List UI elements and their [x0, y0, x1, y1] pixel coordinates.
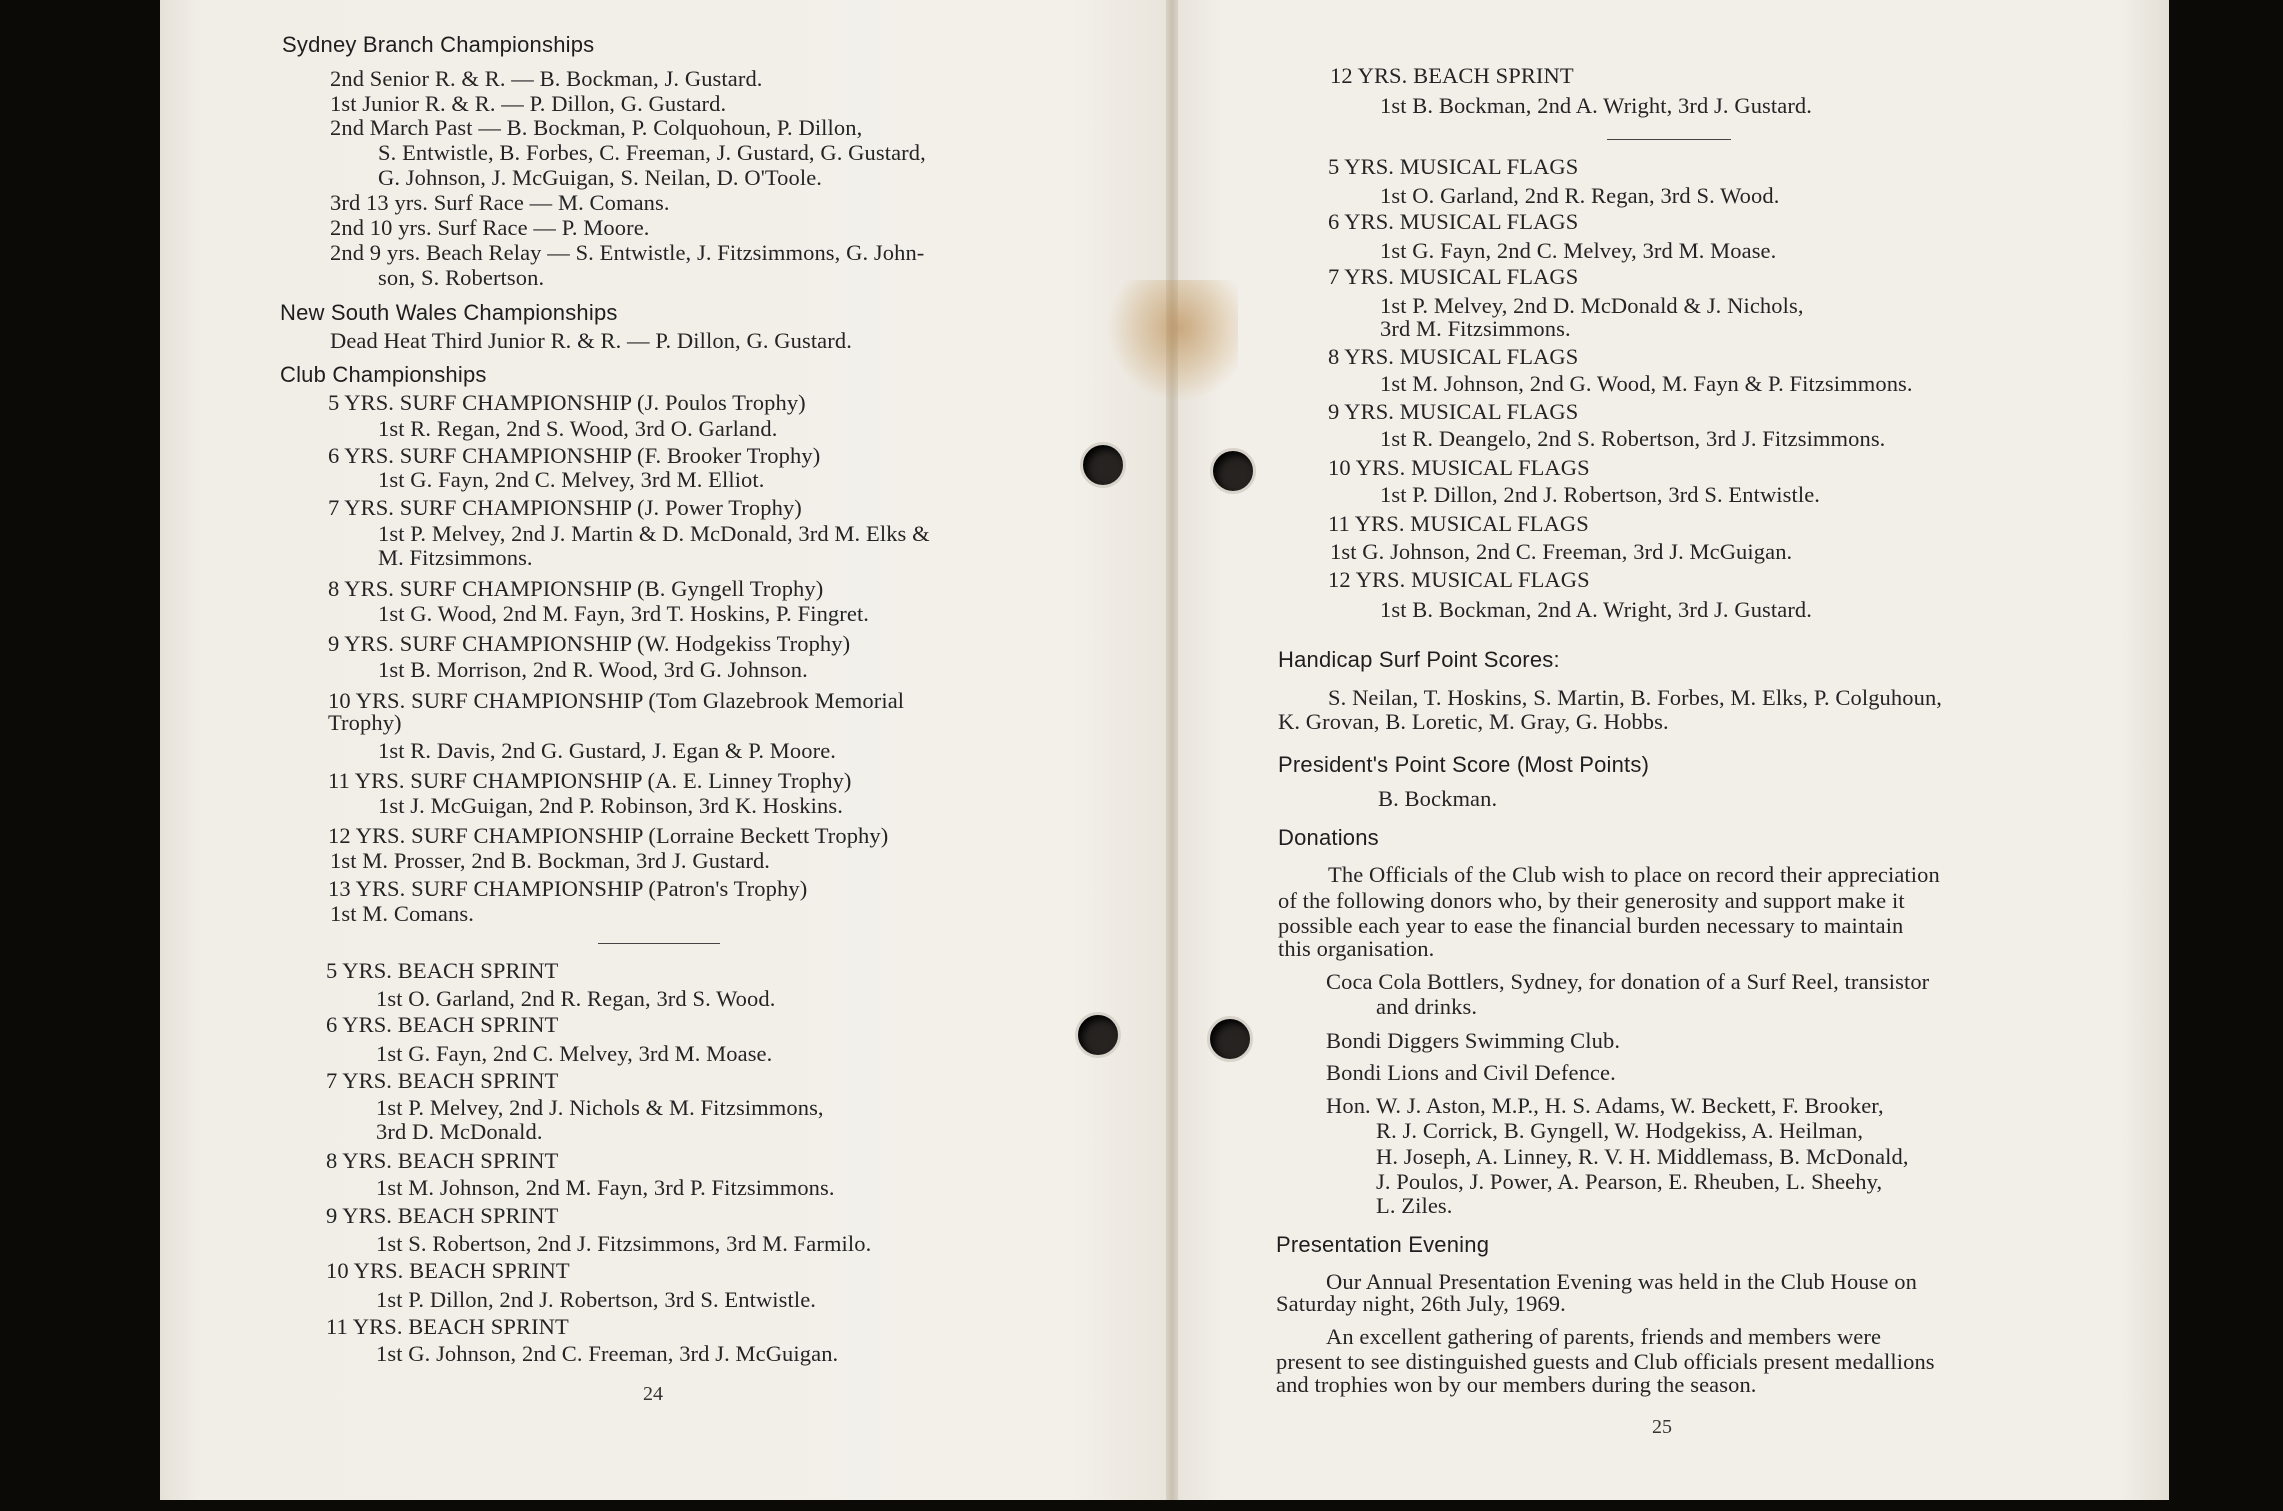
text-line: M. Fitzsimmons.: [378, 545, 533, 570]
text-line: 1st J. McGuigan, 2nd P. Robinson, 3rd K. Hoskins.: [378, 793, 843, 818]
heading-sydney-branch: Sydney Branch Championships: [282, 32, 595, 57]
section-divider: [1607, 139, 1731, 140]
text-line: K. Grovan, B. Loretic, M. Gray, G. Hobbs.: [1278, 709, 1669, 734]
text-line: 1st P. Dillon, 2nd J. Robertson, 3rd S. Entwistle.: [376, 1287, 817, 1312]
text-line: 12 YRS. BEACH SPRINT: [1330, 63, 1574, 88]
text-line: 5 YRS. SURF CHAMPIONSHIP (J. Poulos Trophy): [328, 390, 806, 415]
text-line: present to see distinguished guests and Club officials present medallions: [1276, 1349, 1935, 1374]
heading-president-score: [1278, 754, 1649, 776]
text-line: G. Johnson, J. McGuigan, S. Neilan, D. O'Toole.: [378, 165, 823, 190]
heading-club-championships: Club Championships: [280, 362, 487, 387]
text-line: 6 YRS. SURF CHAMPIONSHIP (F. Brooker Trophy): [328, 443, 821, 468]
text-line: 10 YRS. BEACH SPRINT: [326, 1258, 570, 1283]
text-line: 8 YRS. BEACH SPRINT: [326, 1148, 559, 1173]
text-line: 1st G. Fayn, 2nd C. Melvey, 3rd M. Elliot.: [378, 467, 765, 492]
heading-presentation-evening: Presentation Evening: [1276, 1232, 1490, 1257]
text-line: 1st O. Garland, 2nd R. Regan, 3rd S. Wood.: [376, 986, 776, 1011]
text-line: 1st P. Melvey, 2nd J. Martin & D. McDonald, 3rd M. Elks &: [378, 521, 930, 546]
text-line: son, S. Robertson.: [378, 265, 545, 290]
text-line: 5 YRS. BEACH SPRINT: [326, 958, 559, 983]
rust-stain: [1108, 280, 1238, 400]
text-line: 1st B. Bockman, 2nd A. Wright, 3rd J. Gustard.: [1380, 93, 1813, 118]
text-line: 1st M. Prosser, 2nd B. Bockman, 3rd J. Gustard.: [330, 848, 771, 873]
text-line: 1st S. Robertson, 2nd J. Fitzsimmons, 3rd M. Farmilo.: [376, 1231, 872, 1256]
page-number: 24: [643, 1383, 663, 1405]
punch-hole-icon: [1207, 1016, 1253, 1062]
text-line: 12 YRS. SURF CHAMPIONSHIP (Lorraine Beckett Trophy): [328, 823, 889, 848]
text-line: 11 YRS. SURF CHAMPIONSHIP (A. E. Linney Trophy): [328, 768, 852, 793]
text-line: and trophies won by our members during the season.: [1276, 1372, 1757, 1397]
text-line: 3rd D. McDonald.: [376, 1119, 543, 1144]
text-line: Saturday night, 26th July, 1969.: [1276, 1291, 1566, 1316]
text-line: 2nd 9 yrs. Beach Relay — S. Entwistle, J. Fitzsimmons, G. John-: [330, 240, 925, 265]
text-line: Coca Cola Bottlers, Sydney, for donation of a Surf Reel, transistor: [1326, 969, 1930, 994]
text-line: 13 YRS. SURF CHAMPIONSHIP (Patron's Trophy): [328, 876, 808, 901]
heading-president-title: President's Point Score: [1278, 752, 1511, 777]
heading-president-subtitle: (Most Points): [1516, 752, 1650, 777]
text-line: 1st B. Bockman, 2nd A. Wright, 3rd J. Gustard.: [1380, 597, 1813, 622]
text-line: 10 YRS. SURF CHAMPIONSHIP (Tom Glazebrook Memorial: [328, 688, 905, 713]
text-line: 7 YRS. BEACH SPRINT: [326, 1068, 559, 1093]
text-line: possible each year to ease the financial burden necessary to maintain: [1278, 913, 1904, 938]
text-line: L. Ziles.: [1376, 1193, 1453, 1218]
text-line: 11 YRS. BEACH SPRINT: [326, 1314, 569, 1339]
text-line: 1st G. Johnson, 2nd C. Freeman, 3rd J. McGuigan.: [1330, 539, 1793, 564]
text-line: 10 YRS. MUSICAL FLAGS: [1328, 455, 1590, 480]
text-line: 11 YRS. MUSICAL FLAGS: [1328, 511, 1589, 536]
text-line: 1st R. Deangelo, 2nd S. Robertson, 3rd J. Fitzsimmons.: [1380, 426, 1886, 451]
punch-hole-icon: [1080, 442, 1126, 488]
text-line: 1st M. Johnson, 2nd M. Fayn, 3rd P. Fitzsimmons.: [376, 1175, 835, 1200]
text-line: 1st R. Regan, 2nd S. Wood, 3rd O. Garland.: [378, 416, 778, 441]
text-line: Bondi Lions and Civil Defence.: [1326, 1060, 1616, 1085]
text-line: 1st P. Melvey, 2nd J. Nichols & M. Fitzsimmons,: [376, 1095, 824, 1120]
text-line: S. Neilan, T. Hoskins, S. Martin, B. Forbes, M. Elks, P. Colguhoun,: [1328, 685, 1943, 710]
text-line: H. Joseph, A. Linney, R. V. H. Middlemass, B. McDonald,: [1376, 1144, 1909, 1169]
text-line: 1st M. Comans.: [330, 901, 474, 926]
text-line: J. Poulos, J. Power, A. Pearson, E. Rheuben, L. Sheehy,: [1376, 1169, 1883, 1194]
text-line: R. J. Corrick, B. Gyngell, W. Hodgekiss, A. Heilman,: [1376, 1118, 1864, 1143]
text-line: Dead Heat Third Junior R. & R. — P. Dillon, G. Gustard.: [330, 328, 852, 353]
text-line: An excellent gathering of parents, friends and members were: [1326, 1324, 1882, 1349]
text-line: 9 YRS. SURF CHAMPIONSHIP (W. Hodgekiss Trophy): [328, 631, 851, 656]
punch-hole-icon: [1075, 1012, 1121, 1058]
text-line: 9 YRS. MUSICAL FLAGS: [1328, 399, 1579, 424]
text-line: 6 YRS. BEACH SPRINT: [326, 1012, 559, 1037]
text-line: 1st G. Fayn, 2nd C. Melvey, 3rd M. Moase.: [1380, 238, 1777, 263]
text-line: 1st G. Wood, 2nd M. Fayn, 3rd T. Hoskins, P. Fingret.: [378, 601, 870, 626]
section-divider: [598, 943, 720, 944]
text-line: 3rd 13 yrs. Surf Race — M. Comans.: [330, 190, 670, 215]
text-line: 9 YRS. BEACH SPRINT: [326, 1203, 559, 1228]
text-line: 2nd 10 yrs. Surf Race — P. Moore.: [330, 215, 650, 240]
page-number: 25: [1652, 1416, 1672, 1438]
text-line: 6 YRS. MUSICAL FLAGS: [1328, 209, 1579, 234]
text-line: 8 YRS. MUSICAL FLAGS: [1328, 344, 1579, 369]
text-line: The Officials of the Club wish to place on record their appreciation: [1328, 862, 1940, 887]
text-line: 1st O. Garland, 2nd R. Regan, 3rd S. Wood.: [1380, 183, 1780, 208]
heading-nsw-championships: New South Wales Championships: [280, 300, 618, 325]
book-gutter: [1166, 0, 1178, 1500]
punch-hole-icon: [1210, 448, 1256, 494]
text-line: 7 YRS. SURF CHAMPIONSHIP (J. Power Trophy): [328, 495, 802, 520]
text-line: 1st P. Melvey, 2nd D. McDonald & J. Nichols,: [1380, 293, 1804, 318]
text-line: Our Annual Presentation Evening was held in the Club House on: [1326, 1269, 1918, 1294]
heading-donations: Donations: [1278, 825, 1379, 850]
text-line: 12 YRS. MUSICAL FLAGS: [1328, 567, 1590, 592]
text-line: 1st R. Davis, 2nd G. Gustard, J. Egan & P. Moore.: [378, 738, 837, 763]
text-line: 1st Junior R. & R. — P. Dillon, G. Gustard.: [330, 91, 727, 116]
text-line: this organisation.: [1278, 936, 1435, 961]
text-line: Trophy): [328, 710, 402, 735]
text-line: and drinks.: [1376, 994, 1478, 1019]
text-line: 1st B. Morrison, 2nd R. Wood, 3rd G. Johnson.: [378, 657, 808, 682]
text-line: 2nd Senior R. & R. — B. Bockman, J. Gustard.: [330, 66, 763, 91]
text-line: Bondi Diggers Swimming Club.: [1326, 1028, 1621, 1053]
text-line: B. Bockman.: [1378, 786, 1498, 811]
text-line: 1st M. Johnson, 2nd G. Wood, M. Fayn & P. Fitzsimmons.: [1380, 371, 1913, 396]
heading-handicap-scores: Handicap Surf Point Scores:: [1278, 647, 1560, 672]
text-line: 7 YRS. MUSICAL FLAGS: [1328, 264, 1579, 289]
text-line: 5 YRS. MUSICAL FLAGS: [1328, 154, 1579, 179]
text-line: 1st G. Johnson, 2nd C. Freeman, 3rd J. McGuigan.: [376, 1341, 839, 1366]
text-line: S. Entwistle, B. Forbes, C. Freeman, J. Gustard, G. Gustard,: [378, 140, 926, 165]
text-line: of the following donors who, by their generosity and support make it: [1278, 888, 1905, 913]
text-line: 8 YRS. SURF CHAMPIONSHIP (B. Gyngell Trophy): [328, 576, 824, 601]
text-line: 3rd M. Fitzsimmons.: [1380, 316, 1571, 341]
text-line: 2nd March Past — B. Bockman, P. Colquohoun, P. Dillon,: [330, 115, 863, 140]
text-line: 1st P. Dillon, 2nd J. Robertson, 3rd S. Entwistle.: [1380, 482, 1821, 507]
text-line: 1st G. Fayn, 2nd C. Melvey, 3rd M. Moase.: [376, 1041, 773, 1066]
text-line: Hon. W. J. Aston, M.P., H. S. Adams, W. Beckett, F. Brooker,: [1326, 1093, 1884, 1118]
